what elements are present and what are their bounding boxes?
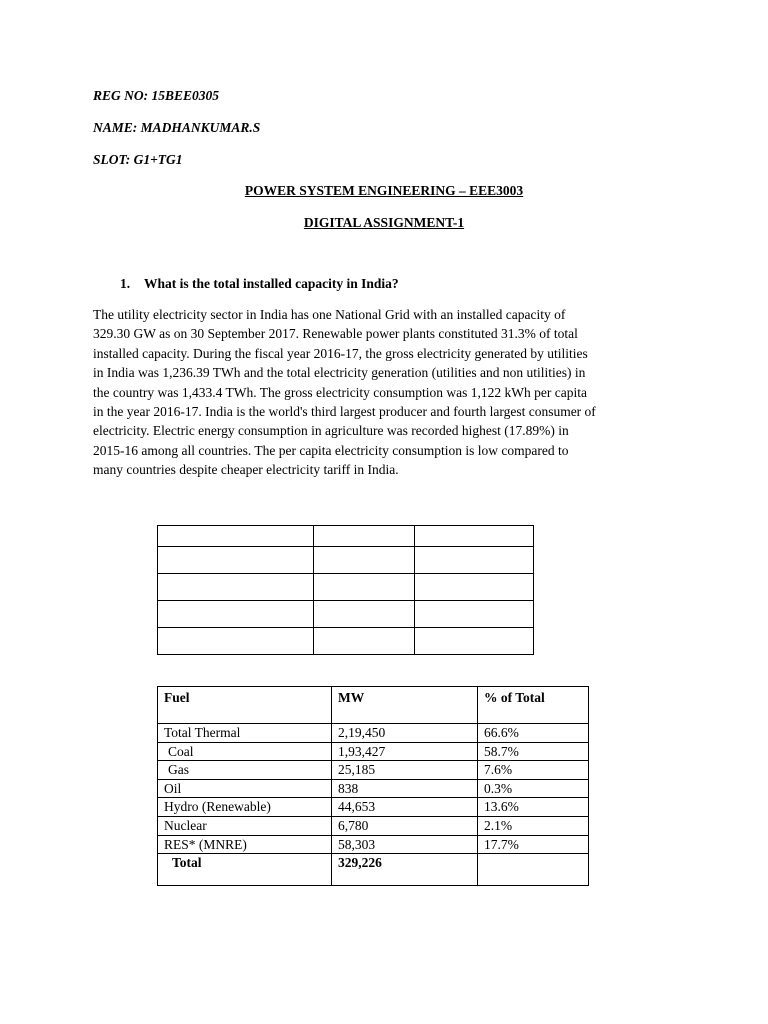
fuel-cell: RES* (MNRE) <box>158 835 332 854</box>
answer-line: the country was 1,433.4 TWh. The gross electricity consumption was 1,122 kWh per capita <box>93 384 588 400</box>
table-row <box>158 798 589 817</box>
course-title: POWER SYSTEM ENGINEERING – EEE3003 <box>244 183 524 198</box>
table-row <box>158 761 589 780</box>
percent-cell: 7.6% <box>478 761 589 780</box>
empty-cell <box>314 526 415 547</box>
answer-paragraph <box>93 305 683 480</box>
fuel-cell: Coal <box>158 742 332 761</box>
total-percent <box>478 854 589 886</box>
reg-no: REG NO: 15BEE0305 <box>93 88 220 103</box>
student-name: NAME: MADHANKUMAR.S <box>93 120 261 135</box>
total-label: Total <box>158 854 332 886</box>
empty-cell <box>158 547 314 574</box>
empty-cell <box>314 601 415 628</box>
empty-table-row <box>158 547 534 574</box>
empty-cell <box>415 601 534 628</box>
slot: SLOT: G1+TG1 <box>93 152 183 167</box>
answer-line: in the year 2016-17. India is the world's third largest producer and fourth largest consumer of <box>93 404 596 420</box>
percent-cell: 17.7% <box>478 835 589 854</box>
empty-table-row <box>158 601 534 628</box>
percent-cell: 2.1% <box>478 816 589 835</box>
empty-cell <box>314 547 415 574</box>
mw-cell: 1,93,427 <box>332 742 478 761</box>
empty-cell <box>158 601 314 628</box>
table-row <box>158 835 589 854</box>
percent-cell: 0.3% <box>478 779 589 798</box>
answer-line: 2015-16 among all countries. The per capita electricity consumption is low compared to <box>93 442 569 458</box>
empty-cell <box>415 526 534 547</box>
answer-line: many countries despite cheaper electricity tariff in India. <box>93 462 399 478</box>
empty-table-row <box>158 574 534 601</box>
empty-cell <box>158 526 314 547</box>
table-header-row <box>158 687 589 724</box>
fuel-cell: Oil <box>158 779 332 798</box>
empty-table-row <box>158 526 534 547</box>
empty-cell <box>314 574 415 601</box>
empty-table-row <box>158 628 534 655</box>
mw-cell: 6,780 <box>332 816 478 835</box>
table-row <box>158 724 589 743</box>
question-1 <box>120 276 399 292</box>
total-row <box>158 854 589 886</box>
empty-cell <box>314 628 415 655</box>
answer-line: installed capacity. During the fiscal year 2016-17, the gross electricity generated by utilities <box>93 345 588 361</box>
question-text: What is the total installed capacity in India? <box>144 276 399 291</box>
mw-cell: 58,303 <box>332 835 478 854</box>
empty-cell <box>158 574 314 601</box>
answer-line: electricity. Electric energy consumption in agriculture was recorded highest (17.89%) in <box>93 423 569 439</box>
mw-cell: 25,185 <box>332 761 478 780</box>
table-row <box>158 779 589 798</box>
fuel-cell: Hydro (Renewable) <box>158 798 332 817</box>
question-number: 1. <box>120 276 131 291</box>
fuel-cell: Total Thermal <box>158 724 332 743</box>
percent-cell: 13.6% <box>478 798 589 817</box>
fuel-capacity-table <box>157 686 589 886</box>
mw-cell: 44,653 <box>332 798 478 817</box>
fuel-cell: Gas <box>158 761 332 780</box>
empty-cell <box>415 574 534 601</box>
table-row <box>158 742 589 761</box>
header-fuel: Fuel <box>158 687 332 724</box>
mw-cell: 2,19,450 <box>332 724 478 743</box>
percent-cell: 66.6% <box>478 724 589 743</box>
empty-cell <box>415 547 534 574</box>
empty-table <box>157 525 534 655</box>
table-row <box>158 816 589 835</box>
answer-line: 329.30 GW as on 30 September 2017. Renewable power plants constituted 31.3% of total <box>93 326 578 342</box>
percent-cell: 58.7% <box>478 742 589 761</box>
header-percent: % of Total <box>478 687 589 724</box>
mw-cell: 838 <box>332 779 478 798</box>
fuel-cell: Nuclear <box>158 816 332 835</box>
header-mw: MW <box>332 687 478 724</box>
empty-cell <box>415 628 534 655</box>
total-mw: 329,226 <box>332 854 478 886</box>
assignment-title: DIGITAL ASSIGNMENT-1 <box>303 215 465 230</box>
empty-cell <box>158 628 314 655</box>
answer-line: The utility electricity sector in India has one National Grid with an installed capacity of <box>93 307 566 322</box>
answer-line: in India was 1,236.39 TWh and the total electricity generation (utilities and non utilities) in <box>93 365 586 381</box>
